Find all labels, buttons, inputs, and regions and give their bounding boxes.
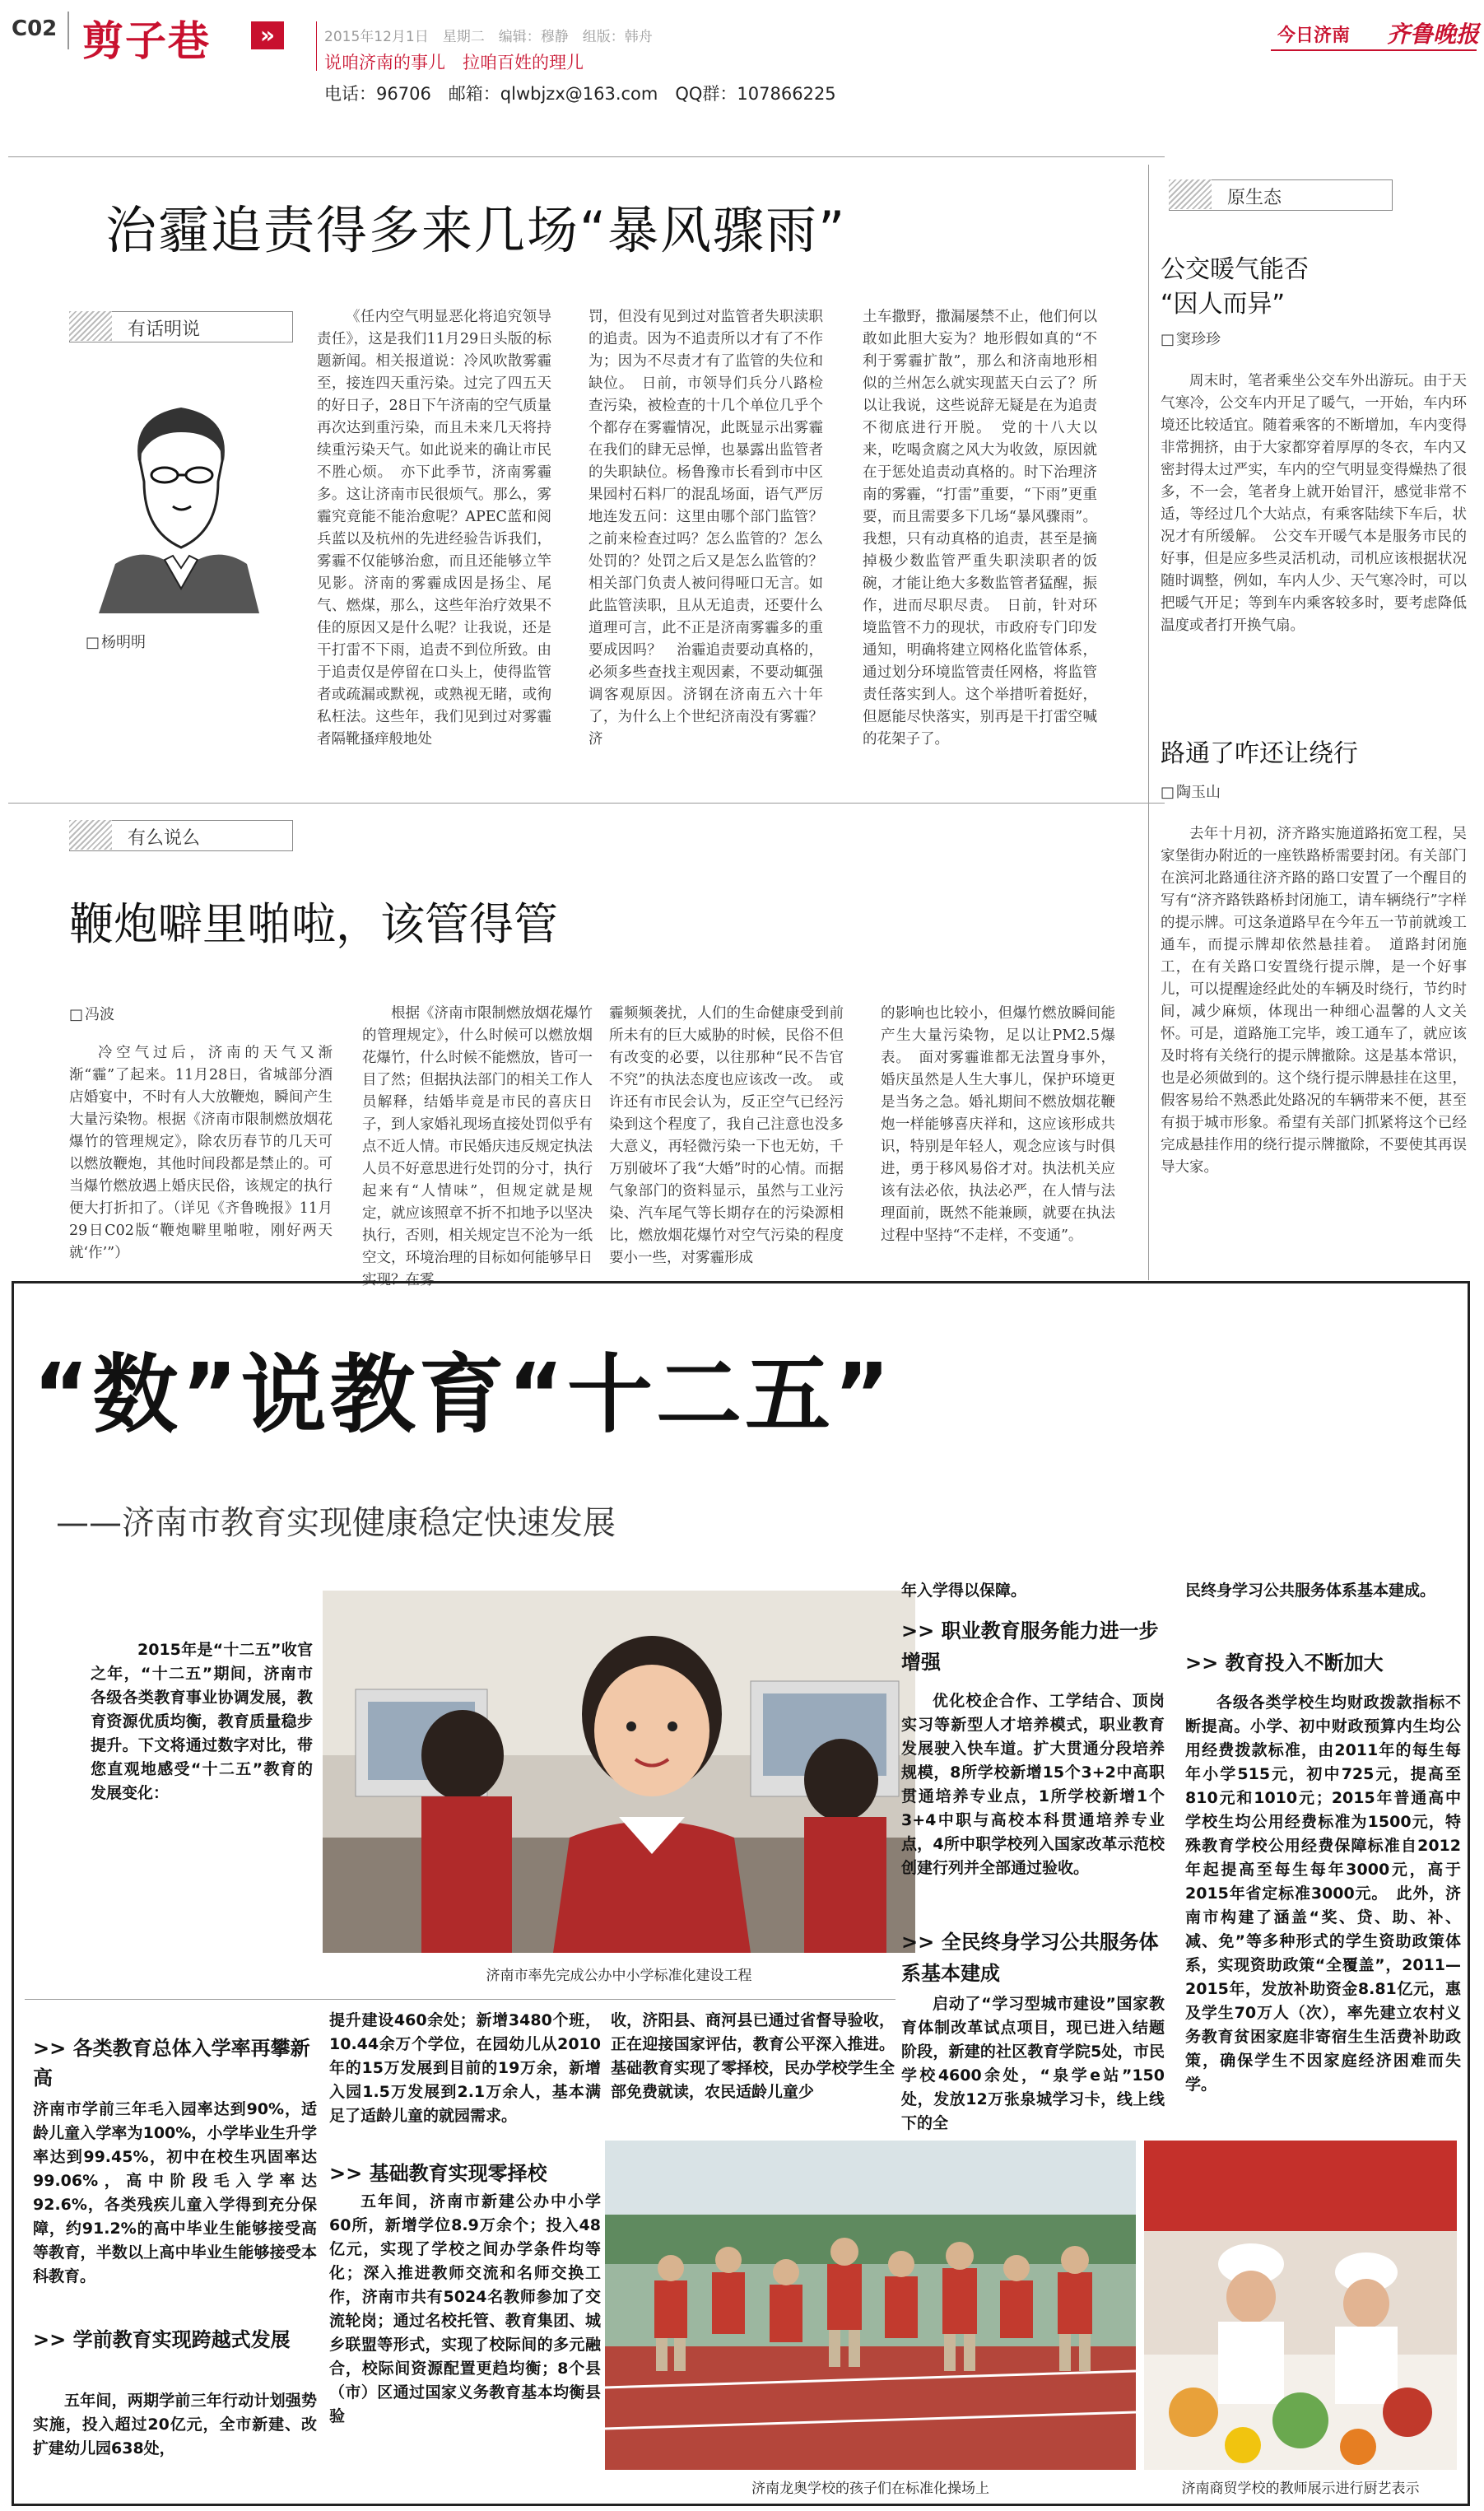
article2-tag (69, 820, 293, 851)
feature-col-rule (25, 1999, 896, 2000)
basic-edu-body-end: 年入学得以保障。 (901, 1582, 1027, 1600)
photo2-caption: 济南龙奥学校的孩子们在标准化操场上 (751, 2481, 989, 2497)
sidebar-body2: 去年十月初，济齐路实施道路拓宽工程，吴家堡街办附近的一座铁路桥需要封闭。有关部门在滨河北路通往济齐路的路口安置了一个醒目的写有“济齐路铁路桥封闭施工，请车辆绕行”字样的提示牌。可这条道路早在今年五一节前就竣工通车，而提示牌却依然悬挂着。 道路封闭施工，在有关路口安置绕行提示牌，是一个好事儿，可以提醒途经此处的车辆及时绕行，节约时间，减少麻烦，体现出一种细心温馨的人文关怀。可是，道路施工完毕，竣工通车了，就应该及时将有关绕行的提示牌撤除。这是基本常识，也是必须做到的。这个绕行提示牌悬挂在这里，假客易给不熟悉此处路况的车辆带来不便，甚至有损于城市形象。希望有关部门抓紧将这个已经完成悬挂作用的绕行提示牌撤除，不要使其再误导大家。 (1161, 826, 1467, 1176)
author-portrait (82, 383, 272, 613)
feature-subtitle: ——济南市教育实现健康稳定快速发展 (56, 1504, 616, 1542)
page-code: C02 (12, 16, 58, 41)
page-code-divider (67, 12, 69, 49)
sidebar-tag-text: 原生态 (1227, 188, 1282, 208)
basic-edu-body: 五年间，济南市新建公办中小学60所，新增学位8.9万余个；投入48亿元，实现了学校之间办学条件均等化；深入推进教师交流和名师交换工作，济南市共有5024名教师参加了交流轮岗；通过名校托管、教育集团、城乡联盟等形式，实现了校际间的多元融合，校际间资源配置更趋均衡；8个县（市）区通过国家义务教育基本均衡县验 (329, 2192, 601, 2425)
preschool-body: 五年间，两期学前三年行动计划强势实施，投入超过20亿元，全市新建、改扩建幼儿园638处， (33, 2392, 317, 2457)
article2-tag-text: 有么说么 (128, 828, 201, 849)
sidebar-author1: □ 窦珍珍 (1161, 328, 1221, 349)
sidebar-title1-line1: 公交暖气能否 (1161, 255, 1309, 284)
sidebar-title2: 路通了咋还让绕行 (1161, 739, 1358, 768)
article1-col2: 罚，但没有见到过对监管者失职渎职的追责。因为不追责所以才有了不作为；因为不尽责才有了监管的失位和缺位。 日前，市领导们兵分八路检查污染，被检查的十几个单位几乎个个都存在雾霾情况，此既显示出雾霾在我们的肆无忌惮，也暴露出监管者的失职缺位。杨鲁豫市长看到市中区果园村石料厂的混乱场面，语气严厉地连发五问：这里由哪个部门监管？之前来检查过吗？怎么监管的？怎么处罚的？处罚之后又是怎么监管的？相关部门负责人被问得哑口无言。如此监管渎职，且从无追责，还要什么道理可言，此不正是济南雾霾多的重要成因吗？ 治霾追责要动真格的，必须多些查找主观因素，不要动辄强调客观原因。济钢在济南五六十年了，为什么上个世纪济南没有雾霾？济 (588, 309, 823, 748)
article2-title: 鞭炮噼里啪啦，该管得管 (69, 898, 558, 950)
photo-students-computer-drawing (323, 1591, 915, 1953)
photo-culinary-teachers-drawing (1144, 2141, 1457, 2470)
heading-lifelong: >> 全民终身学习公共服务体系基本建成 (901, 1926, 1165, 1989)
heading-basic-edu: >> 基础教育实现零择校 (329, 2157, 601, 2186)
meta-line: 2015年12月1日 星期二 编辑：穆静 组版：韩舟 (324, 29, 653, 45)
author-portrait-drawing (82, 383, 272, 613)
header-rule (1271, 49, 1477, 51)
lifelong-body-cont: 民终身学习公共服务体系基本建成。 (1185, 1582, 1436, 1600)
article1-tag (69, 311, 293, 342)
photo3-caption: 济南商贸学校的教师展示进行厨艺表示 (1181, 2481, 1420, 2497)
article1-col3: 土车撒野，撒漏屡禁不止，他们何以敢如此胆大妄为？地形假如真的“不利于雾霾扩散”，那么和济南地形相似的兰州怎么就实现蓝天白云了？所以让我说，这些说辞无疑是在为追责不彻底进行开脱。 党的十八大以来，吃喝贪腐之风大为收敛，原因就在于惩处追责动真格的。时下治理济南的雾霾，“打雷”重要，“下雨”更重要，而且需要多下几场“暴风骤雨”。我想，只有动真格的追责，甚至是摘掉极少数监管严重失职渎职者的饭碗，才能让绝大多数监管者猛醒，振作，进而尽职尽责。 日前，针对环境监管不力的现状，市政府专门印发通知，明确将建立网格化监管体系，通过划分环境监管责任网格，将监管责任落实到人。这个举措听着挺好，但愿能尽快落实，别再是干打雷空喊的花架子了。 (863, 309, 1097, 748)
heading-investment: >> 教育投入不断加大 (1185, 1647, 1461, 1675)
article1-author: □ 杨明明 (86, 631, 146, 652)
vocational-body: 优化校企合作、工学结合、顶岗实习等新型人才培养模式，职业教育发展驶入快车道。扩大贯通分段培养规模，8所学校新增15个3+2中高职贯通培养专业点，1所学校新增1个3+4中职与高校本科贯通培养专业点，4所中职学校列入国家改革示范校创建行列并全部通过验收。 (901, 1692, 1165, 1877)
photo1-caption: 济南市率先完成公办中小学标准化建设工程 (486, 1968, 752, 1984)
photo-students-computer (323, 1591, 915, 1953)
lifelong-body: 启动了“学习型城市建设”国家教育体制改革试点项目，现已进入结题阶段，新建的社区教育学院5处，市民学校4600余处，“泉学e站”150处，发放12万张泉城学习卡，线上线下的全 (901, 1995, 1165, 2132)
article1-bottom-rule (8, 803, 1165, 804)
sidebar-tag (1169, 179, 1393, 211)
column-arrow-icon: » (251, 21, 284, 49)
feature-intro: 2015年是“十二五”收官之年，“十二五”期间，济南市各级各类教育事业协调发展，教育资源优质均衡，教育质量稳步提升。下文将通过数字对比，带您直观地感受“十二五”教育的发展变化： (91, 1641, 313, 1802)
photo-children-playground (605, 2141, 1136, 2470)
sidebar-divider (1148, 165, 1149, 1280)
sidebar-title1-line2: “因人而异” (1161, 290, 1286, 319)
column-name (82, 5, 305, 63)
article1-col1: 《任内空气明显恶化将追究领导责任》，这是我们11月29日头版的标题新闻。相关报道说：冷风吹散雾霾至，接连四天重污染。过完了四五天的好日子，28日下午济南的空气质量再次达到重污染，而且未来几天将持续重污染天气。如此说来的确让市民不胜心烦。 亦下此季节，济南雾霾多。这让济南市民很烦气。那么，雾霾究竟能不能治愈呢？APEC蓝和阅兵蓝以及杭州的先进经验告诉我们，雾霾不仅能够治愈，而且还能够立竿见影。济南的雾霾成因是扬尘、尾气、燃煤，那么，这些年治疗效果不佳的原因又是什么呢？让我说，还是干打雷不下雨，追责不到位所致。由于追责仅是停留在口头上，使得监管者或疏漏或默视，或熟视无睹，或徇私枉法。这些年，我们见到过对雾霾者隔靴搔痒般地处 (317, 309, 551, 748)
column-name-text: 剪子巷 (82, 17, 211, 65)
article2-author: □ 冯波 (69, 1003, 114, 1024)
preschool-body-cont: 提升建设460余处；新增3480个班，10.44余万个学位，在园幼儿从2010年的15万发展到目前的19万余，新增入园1.5万发展到2.1万余人，基本满足了适龄儿童的就园需求。 (329, 2011, 601, 2125)
article2-col2: 根据《济南市限制燃放烟花爆竹的管理规定》，什么时候可以燃放烟花爆竹，什么时候不能燃放，皆可一目了然；但据执法部门的相关工作人员解释，结婚毕竟是市民的喜庆日子，到人家婚礼现场直接处罚似乎有点不近人情。市民婚庆违反规定执法人员不好意思进行处罚的分寸，执行起来有“人情味”，但规定就是规定，就应该照章不折不扣地予以坚决执行，否则，相关规定岂不沦为一纸空文，环境治理的目标如何能够早日实现？在雾 (362, 1005, 593, 1288)
photo-children-playground-drawing (605, 2141, 1136, 2470)
brand-logo: 齐鲁晚报 (1387, 21, 1480, 48)
header-bottom-rule (8, 156, 1165, 157)
enrollment-body: 济南市学前三年毛入园率达到90%，适龄儿童入学率为100%，小学毕业生升学率达到99.45%，初中在校生巩固率达99.06%，高中阶段毛入学率达92.6%，各类残疾儿童入学得到充分保障，约91.2%的高中毕业生能够接受高等教育，半数以上高中毕业生能够接受本科教育。 (33, 2100, 317, 2285)
article1-tag-text: 有话明说 (128, 319, 201, 340)
article2-col3: 霾频频袭扰，人们的生命健康受到前所未有的巨大威胁的时候，民俗不但有改变的必要，以往那种“民不告官不究”的执法态度也应该改一改。 或许还有市民会认为，反正空气已经污染到这个程度了，我自己注意也没多大意义，再轻微污染一下也无妨，千万别破坏了我“大婚”时的心情。而据气象部门的资料显示，虽然与工业污染、汽车尾气等长期存在的污染源相比，燃放烟花爆竹对空气污染的程度要小一些，对雾霾形成 (609, 1005, 844, 1266)
photo-culinary-teachers (1144, 2141, 1457, 2470)
heading-enrollment: >> 各类教育总体入学率再攀新高 (33, 2033, 317, 2093)
contact-line: 电话：96706 邮箱：qlwbjzx@163.com QQ群：107866225 (324, 84, 836, 104)
article2-col1: 冷空气过后，济南的天气又渐渐“霾”了起来。11月28日，省城部分酒店婚宴中，不时有人大放鞭炮，瞬间产生大量污染物。根据《济南市限制燃放烟花爆竹的管理规定》，除农历春节的几天可以燃放鞭炮，其他时间段都是禁止的。可当爆竹燃放遇上婚庆民俗，该规定的执行便大打折扣了。（详见《齐鲁晚报》11月29日C02版“鞭炮噼里啪啦，刚好两天就‘作’”） (69, 1045, 333, 1261)
heading-preschool: >> 学前教育实现跨越式发展 (33, 2325, 317, 2355)
basic-edu-body-cont: 收，济阳县、商河县已通过省督导验收，正在迎接国家评估，教育公平深入推进。基础教育实现了零择校，民办学校学生全部免费就读，农民适龄儿童少 (611, 2011, 895, 2101)
feature-title: “数”说教育“十二五” (33, 1344, 894, 1445)
investment-body: 各级各类学校生均财政拨款指标不断提高。小学、初中财政预算内生均公用经费拨款标准，由2011年的每生每年小学515元，初中725元，提高至810元和1010元；2015年普通高中学校生均公用经费标准为1500元，特殊教育学校公用经费保障标准自2012年起提高至每生每年3000元，高于2015年省定标准3000元。 此外，济南市构建了涵盖“奖、贷、助、补、减、免”等多种形式的学生资助政策体系，实现资助政策“全覆盖”，2011—2015年，发放补助资金8.81亿元，惠及学生70万人（次），率先建立农村义务教育贫困家庭非寄宿生生活费补助政策，确保学生不因家庭经济困难而失学。 (1185, 1693, 1461, 2094)
heading-vocational: >> 职业教育服务能力进一步增强 (901, 1615, 1165, 1678)
header-vline (316, 21, 317, 71)
article2-col4: 的影响也比较小，但爆竹燃放瞬间能产生大量污染物，足以让PM2.5爆表。 面对雾霾谁都无法置身事外，婚庆虽然是人生大事儿，保护环境更是当务之急。婚礼期间不燃放烟花鞭炮一样能够喜庆祥和，这应该形成共识，特别是年轻人，观念应该与时俱进，勇于移风易俗才对。执法机关应该有法必依，执法必严，在人情与法理面前，既然不能兼顾，就要在执法过程中坚持“不走样，不变通”。 (881, 1005, 1115, 1244)
slogan: 说咱济南的事儿 拉咱百姓的理儿 (324, 53, 584, 72)
sidebar-author2: □ 陶玉山 (1161, 780, 1221, 802)
sidebar-body1: 周末时，笔者乘坐公交车外出游玩。由于天气寒冷，公交车内开足了暖气，一开始，车内环境还比较适宜。随着乘客的不断增加，车内变得非常拥挤，由于大家都穿着厚厚的冬衣，车内又密封得太过严实，车内的空气明显变得燥热了很多，不一会，笔者身上就开始冒汗，感觉非常不适，等经过几个大站点，有乘客陆续下车后，状况才有所缓解。 公交车开暖气本是服务市民的好事，但是应多些灵活机动，司机应该根据状况随时调整，例如，车内人少、天气寒冷时，可以把暖气开足；等到车内乘客较多时，要考虑降低温度或者打开换气扇。 (1161, 373, 1467, 634)
article1-title: 治霾追责得多来几场“暴风骤雨” (105, 200, 847, 260)
section-name: 今日济南 (1277, 26, 1351, 46)
